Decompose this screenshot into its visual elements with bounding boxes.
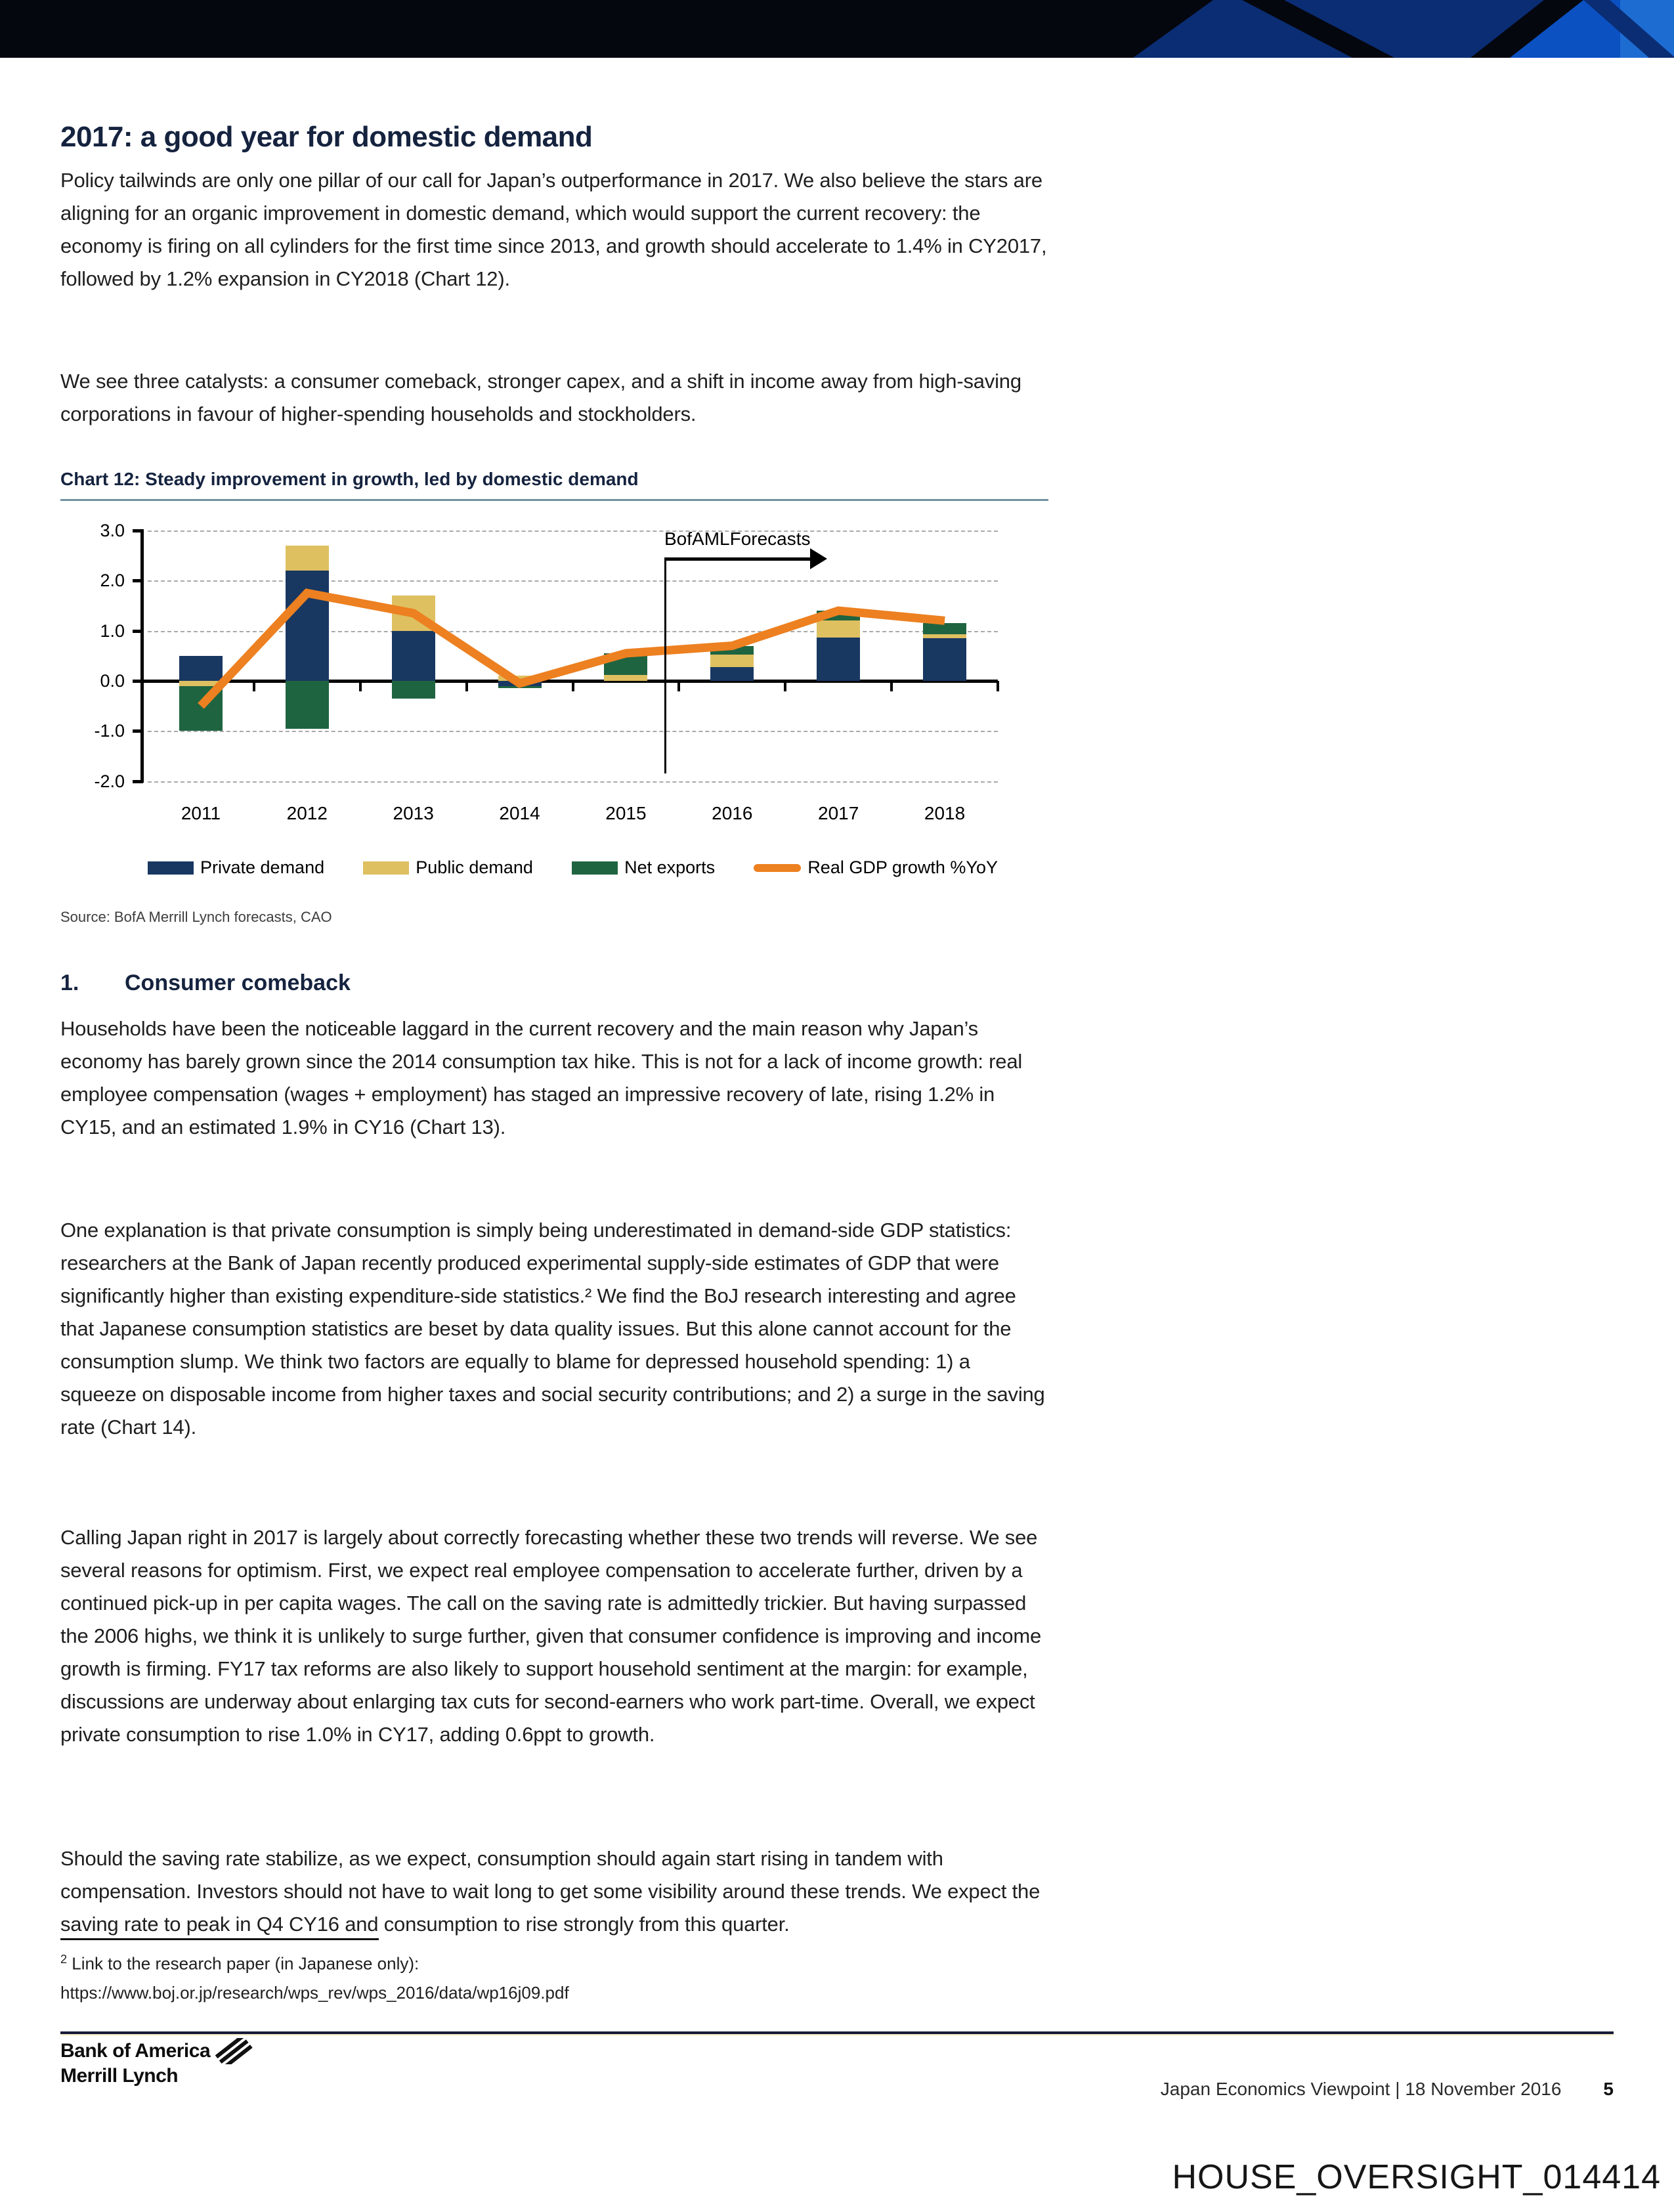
y-axis-tick	[133, 780, 143, 783]
legend-item-public-demand	[363, 857, 533, 878]
bofa-logo-line1: Bank of America	[60, 2040, 211, 2062]
section-heading	[60, 970, 1048, 996]
gridline	[148, 531, 998, 532]
chart-legend	[148, 857, 998, 878]
y-axis-tick	[133, 729, 143, 733]
footnote-marker: 2	[60, 1953, 68, 1966]
gridline	[148, 631, 998, 632]
bar-segment	[604, 653, 647, 675]
gridline	[148, 781, 998, 783]
chart-heading: Chart 12: Steady improvement in growth, led by domestic demand	[60, 469, 639, 489]
paragraph-5: Calling Japan right in 2017 is largely about correctly forecasting whether these two trends will reverse. We see several reasons for optimism. First, we expect real employee compensation to accelerate further, driven by a continued pick-up in per capita wages. The call on the saving rate is admittedly trickier. But having surpassed the 2006 highs, we think it is unlikely to surge further, given that consumer confidence is improving and income growth is firming. FY17 tax reforms are also likely to support household sentiment at the margin: for example, discussions are underway about enlarging tax cuts for second-earners who work part-time. Overall, we expect private consumption to rise 1.0% in CY17, adding 0.6ppt to growth.	[60, 1526, 1041, 1746]
bar-segment	[392, 681, 435, 699]
x-axis-label: 2018	[924, 803, 966, 823]
legend-label: Private demand	[200, 857, 325, 877]
x-axis-tick	[890, 681, 893, 691]
section-number: 1.	[60, 970, 79, 995]
bar-segment	[817, 611, 860, 620]
paragraph-3: Households have been the noticeable laggard in the current recovery and the main reason why Japan’s economy has barely grown since the 2014 consumption tax hike. This is not for a lack of income growth: real employee compensation (wages + employment) has staged an impressive recovery of late, rising 1.2% in CY15, and an estimated 1.9% in CY16 (Chart 13).	[60, 1017, 1023, 1139]
y-axis	[140, 529, 144, 783]
bar-segment	[817, 620, 860, 637]
x-axis-label: 2014	[499, 803, 540, 823]
y-axis-label: -2.0	[94, 771, 125, 791]
footnote-divider	[60, 1938, 379, 1940]
bar-segment	[710, 646, 754, 655]
bofa-flag-icon	[215, 2038, 253, 2064]
x-axis-tick	[465, 681, 468, 691]
x-axis-tick	[572, 681, 574, 691]
x-axis-label: 2015	[605, 803, 647, 823]
paragraph-2: We see three catalysts: a consumer comeback, stronger capex, and a shift in income away from high-saving corporations in favour of higher-spending households and stockholders.	[60, 370, 1021, 425]
legend-label: Public demand	[416, 857, 533, 877]
legend-item-private-demand	[148, 857, 324, 878]
x-axis-tick	[253, 681, 255, 691]
footnote-url[interactable]: https://www.boj.or.jp/research/wps_rev/wps_2016/data/wp16j09.pdf	[60, 1983, 569, 2003]
legend-item-real-gdp-growth	[754, 857, 998, 878]
x-axis-tick	[997, 681, 999, 691]
bar-segment	[392, 596, 435, 630]
banner-chevron-navy	[0, 0, 1674, 58]
bar-segment	[179, 686, 223, 731]
section-title: Consumer comeback	[125, 970, 351, 995]
watermark: HOUSE_OVERSIGHT_014414	[1172, 2158, 1661, 2196]
bar-segment	[286, 571, 329, 681]
x-axis-label: 2017	[818, 803, 859, 823]
bar-segment	[604, 675, 647, 681]
x-axis-label: 2013	[393, 803, 434, 823]
x-axis-tick	[677, 681, 680, 691]
x-axis-label: 2012	[286, 803, 328, 823]
bar-segment	[923, 638, 966, 681]
legend-label: Real GDP growth %YoY	[807, 857, 998, 877]
bar-segment	[498, 676, 542, 681]
chart-source: Source: BofA Merrill Lynch forecasts, CAO	[60, 909, 332, 925]
forecast-annotation: BofAMLForecasts	[664, 529, 811, 549]
y-axis-label: -1.0	[94, 721, 125, 741]
top-banner	[0, 0, 1674, 58]
x-axis-tick	[359, 681, 362, 691]
legend-swatch	[148, 861, 194, 875]
bar-segment	[710, 667, 754, 681]
bar-segment	[710, 655, 754, 667]
chart-heading-rule	[60, 499, 1048, 501]
paragraph-6: Should the saving rate stabilize, as we expect, consumption should again start rising in tandem with compensation. Investors should not have to wait long to get some visibility around these trends. We expect the saving rate to peak in Q4 CY16 and consumption to rise strongly from this quarter.	[60, 1847, 1041, 1936]
legend-item-net-exports	[572, 857, 715, 878]
x-axis-label: 2011	[181, 803, 221, 823]
y-axis-label: 2.0	[100, 571, 125, 591]
bar-segment	[286, 546, 329, 571]
y-axis-label: 0.0	[100, 671, 125, 691]
footer-rule-gold	[60, 2034, 1614, 2035]
bar-segment	[498, 681, 542, 686]
legend-label: Net exports	[624, 857, 716, 877]
y-axis-tick	[133, 529, 143, 532]
forecast-arrow-shaft	[664, 557, 810, 561]
x-axis-line	[143, 680, 998, 683]
y-axis-tick	[133, 630, 143, 633]
footer-publication: Japan Economics Viewpoint | 18 November 2016	[1160, 2079, 1562, 2099]
legend-swatch	[363, 861, 409, 875]
legend-swatch	[572, 861, 618, 875]
bar-segment	[498, 686, 542, 689]
forecast-arrow-head	[810, 548, 827, 569]
bar-segment	[286, 681, 329, 729]
bar-segment	[179, 681, 223, 686]
bofa-logo	[60, 2038, 253, 2088]
x-axis-label: 2016	[712, 803, 753, 823]
bar-segment	[923, 634, 966, 638]
y-axis-label: 1.0	[100, 620, 125, 641]
y-axis-tick	[133, 680, 143, 683]
bofa-logo-line2: Merrill Lynch	[60, 2065, 179, 2087]
gdp-line	[148, 506, 998, 814]
x-axis-tick	[784, 681, 786, 691]
forecast-divider-line	[664, 557, 666, 773]
bar-segment	[179, 656, 223, 681]
legend-swatch	[754, 864, 801, 872]
gridline	[148, 580, 998, 582]
y-axis-tick	[133, 579, 143, 582]
bar-segment	[817, 638, 860, 681]
bar-segment	[923, 623, 966, 634]
paragraph-1: Policy tailwinds are only one pillar of our call for Japan’s outperformance in 2017. We also believe the stars are aligning for an organic improvement in domestic demand, which would support the current recovery: the economy is firing on all cylinders for the first time since 2013, and growth should accelerate to 1.4% in CY2017, followed by 1.2% expansion in CY2018 (Chart 12).	[60, 169, 1047, 290]
bar-segment	[392, 631, 435, 681]
page-title: 2017: a good year for domestic demand	[60, 121, 593, 153]
paragraph-4: One explanation is that private consumption is simply being underestimated in demand-side GDP statistics: researchers at the Bank of Japan recently produced experimental supply-side estimates of GDP that were significantly higher than existing expenditure-side statistics.² We find the BoJ research interesting and agree that Japanese consumption statistics are beset by data quality issues. But this alone cannot account for the consumption slump. We think two factors are equally to blame for depressed household spending: 1) a squeeze on disposable income from higher taxes and social security contributions; and 2) a surge in the saving rate (Chart 14).	[60, 1219, 1045, 1439]
footnote-text: $^2$ Link to the research paper (in Japanese only):	[60, 1953, 419, 1974]
y-axis-label: 3.0	[100, 520, 125, 540]
page-number: 5	[1603, 2079, 1614, 2099]
gridline	[148, 731, 998, 732]
footer-info	[985, 2079, 1614, 2100]
